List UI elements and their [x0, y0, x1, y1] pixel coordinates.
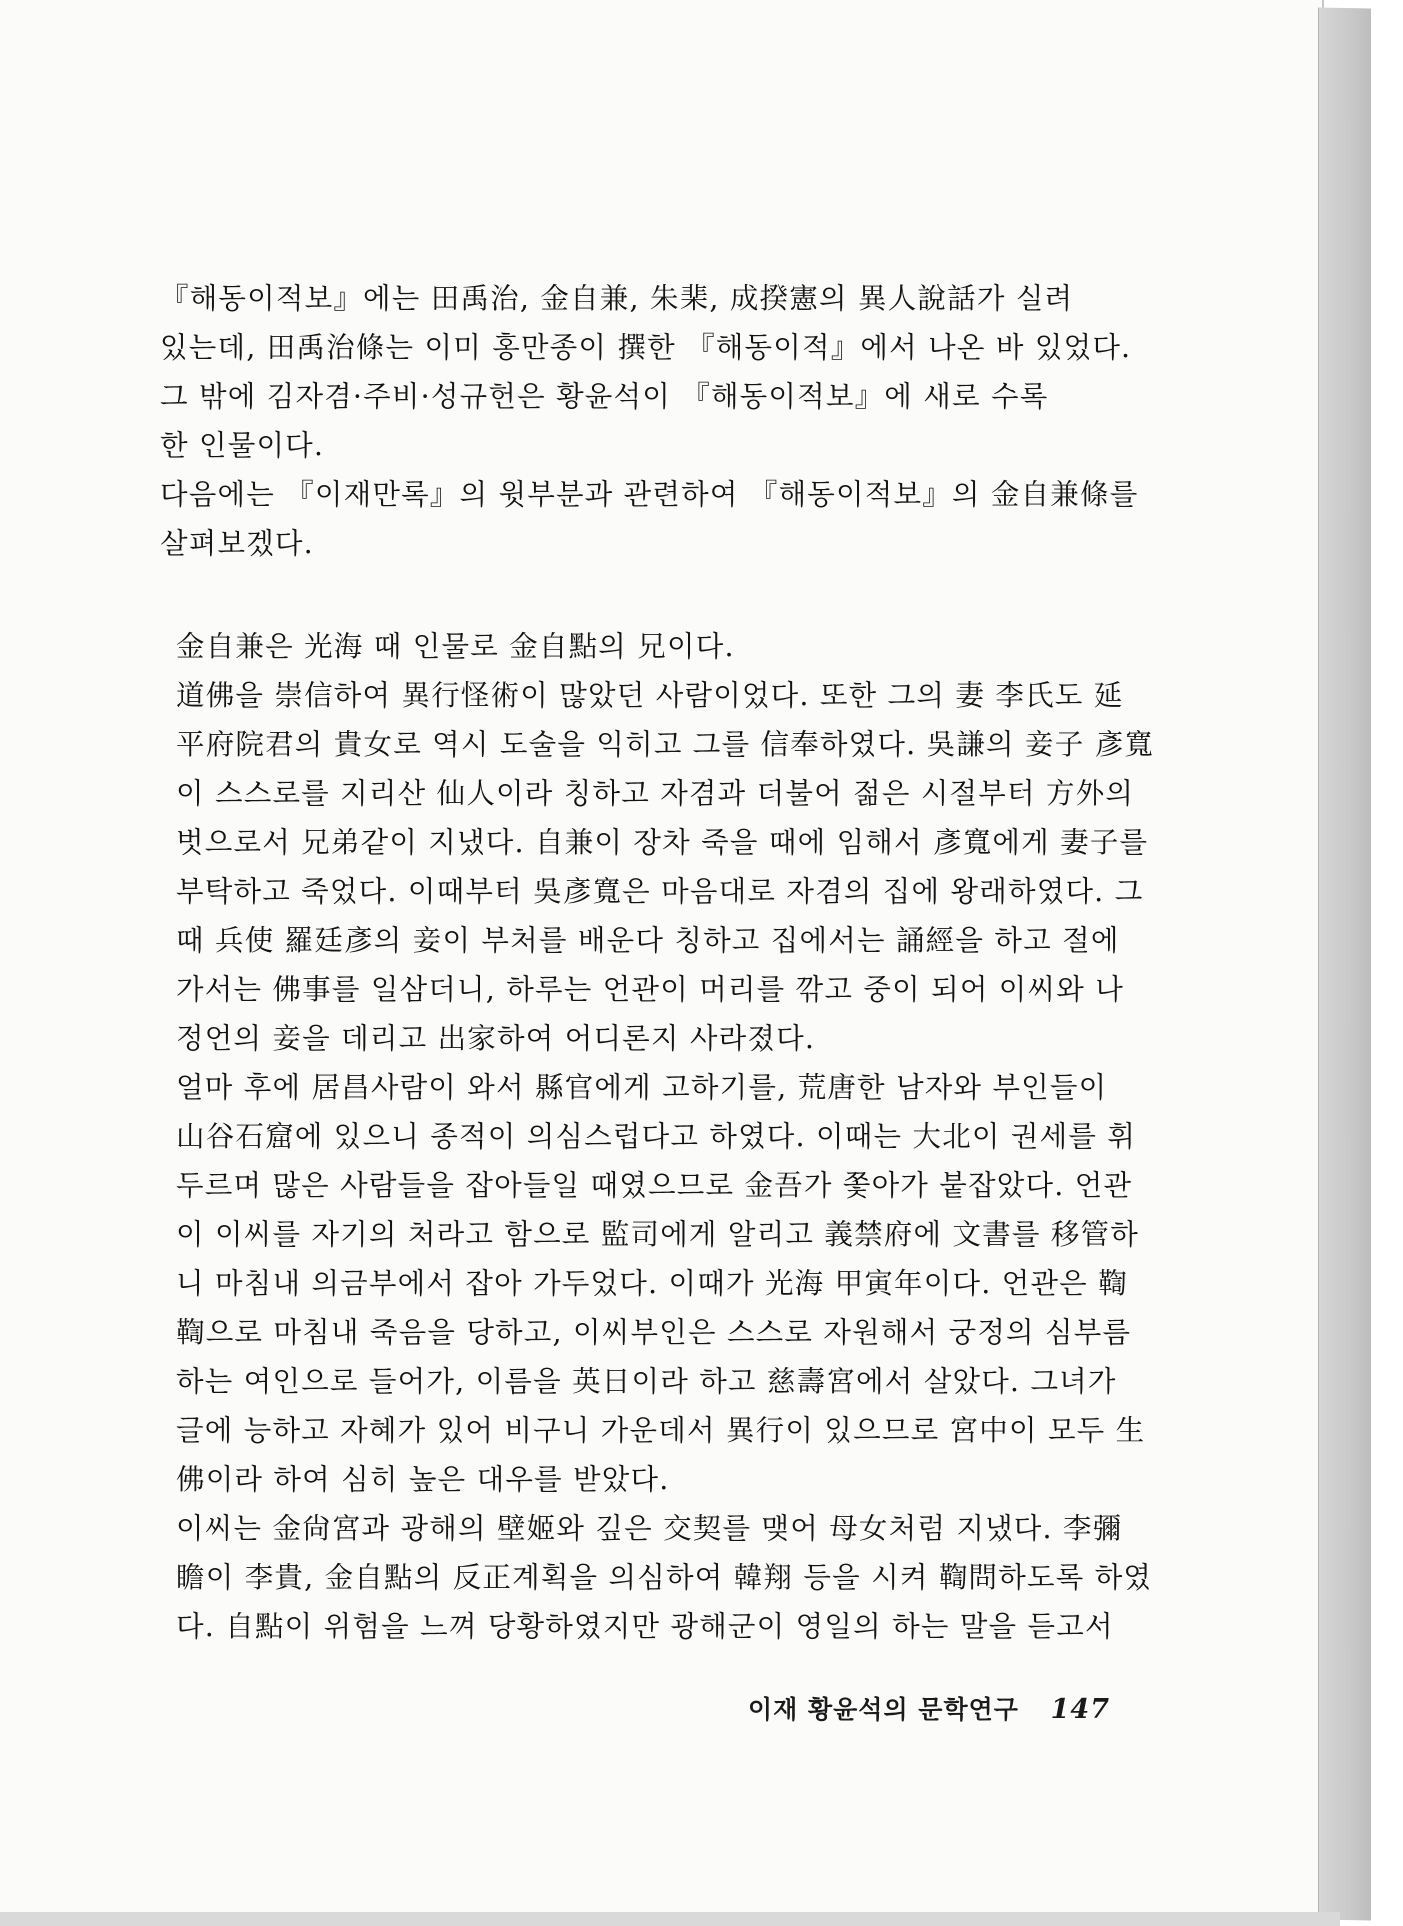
text-line: 瞻이 李貴, 金自點의 反正계획을 의심하여 韓翔 등을 시켜 鞫問하도록 하였	[176, 1561, 1153, 1594]
page-footer	[748, 1690, 1110, 1726]
text-line: 道佛을 崇信하여 異行怪術이 많았던 사람이었다. 또한 그의 妻 李氏도 延	[176, 679, 1124, 712]
page-stack-edge	[1318, 7, 1371, 1920]
text-line: 金自兼은 光海 때 인물로 金自點의 兄이다.	[176, 630, 735, 663]
text-line: 다. 自點이 위험을 느껴 당황하였지만 광해군이 영일의 하는 말을 듣고서	[176, 1610, 1114, 1643]
text-line: 얼마 후에 居昌사람이 와서 縣官에게 고하기를, 荒唐한 남자와 부인들이	[176, 1071, 1108, 1104]
text-line: 글에 능하고 자혜가 있어 비구니 가운데서 異行이 있으므로 宮中이 모두 生	[176, 1414, 1146, 1447]
page-bottom-edge	[0, 1912, 1340, 1926]
text-line: 이 스스로를 지리산 仙人이라 칭하고 자겸과 더불어 젊은 시절부터 方外의	[176, 777, 1135, 810]
running-title: 이재 황윤석의 문학연구	[748, 1695, 1019, 1724]
text-line: 때 兵使 羅廷彥의 妾이 부처를 배운다 칭하고 집에서는 誦經을 하고 절에	[176, 924, 1120, 957]
quoted-passage	[176, 622, 1155, 1651]
text-line: 살펴보겠다.	[160, 527, 314, 560]
text-line: 이 이씨를 자기의 처라고 함으로 監司에게 알리고 義禁府에 文書를 移管하	[176, 1218, 1139, 1251]
text-line: 이씨는 金尙宮과 광해의 壁姬와 깊은 交契를 맺어 母女처럼 지냈다. 李彌	[176, 1512, 1123, 1545]
text-line: 山谷石窟에 있으니 종적이 의심스럽다고 하였다. 이때는 大北이 권세를 휘	[176, 1120, 1137, 1153]
text-line: 니 마침내 의금부에서 잡아 가두었다. 이때가 光海 甲寅年이다. 언관은 鞫	[176, 1267, 1128, 1300]
text-line: 한 인물이다.	[160, 429, 325, 462]
text-line: 鞫으로 마침내 죽음을 당하고, 이씨부인은 스스로 자원해서 궁정의 심부름	[176, 1316, 1132, 1349]
text-line: 다음에는 『이재만록』의 윗부분과 관련하여 『해동이적보』의 金自兼條를	[160, 478, 1139, 511]
text-line: 있는데, 田禹治條는 이미 홍만종이 撰한 『해동이적』에서 나온 바 있었다.	[160, 331, 1132, 364]
text-line: 벗으로서 兄弟같이 지냈다. 自兼이 장차 죽을 때에 임해서 彥寬에게 妻子를	[176, 826, 1149, 859]
text-line: 하는 여인으로 들어가, 이름을 英日이라 하고 慈壽宮에서 살았다. 그녀가	[176, 1365, 1117, 1398]
text-line: 두르며 많은 사람들을 잡아들일 때였으므로 金吾가 쫓아가 붙잡았다. 언관	[176, 1169, 1133, 1202]
intro-paragraph	[160, 274, 1139, 568]
text-line: 가서는 佛事를 일삼더니, 하루는 언관이 머리를 깎고 중이 되어 이씨와 나	[176, 973, 1124, 1006]
text-line: 정언의 妾을 데리고 出家하여 어디론지 사라졌다.	[176, 1022, 816, 1055]
text-line: 佛이라 하여 심히 높은 대우를 받았다.	[176, 1463, 670, 1496]
page-number: 147	[1050, 1694, 1111, 1725]
text-line: 부탁하고 죽었다. 이때부터 吳彥寬은 마음대로 자겸의 집에 왕래하였다. 그	[176, 875, 1144, 908]
text-line: 그 밖에 김자겸·주비·성규헌은 황윤석이 『해동이적보』에 새로 수록	[160, 380, 1049, 413]
text-line: 平府院君의 貴女로 역시 도술을 익히고 그를 信奉하였다. 吳謙의 妾子 彥寬	[176, 728, 1155, 761]
text-line: 『해동이적보』에는 田禹治, 金自兼, 朱棐, 成揆憲의 異人說話가 실려	[160, 282, 1074, 315]
